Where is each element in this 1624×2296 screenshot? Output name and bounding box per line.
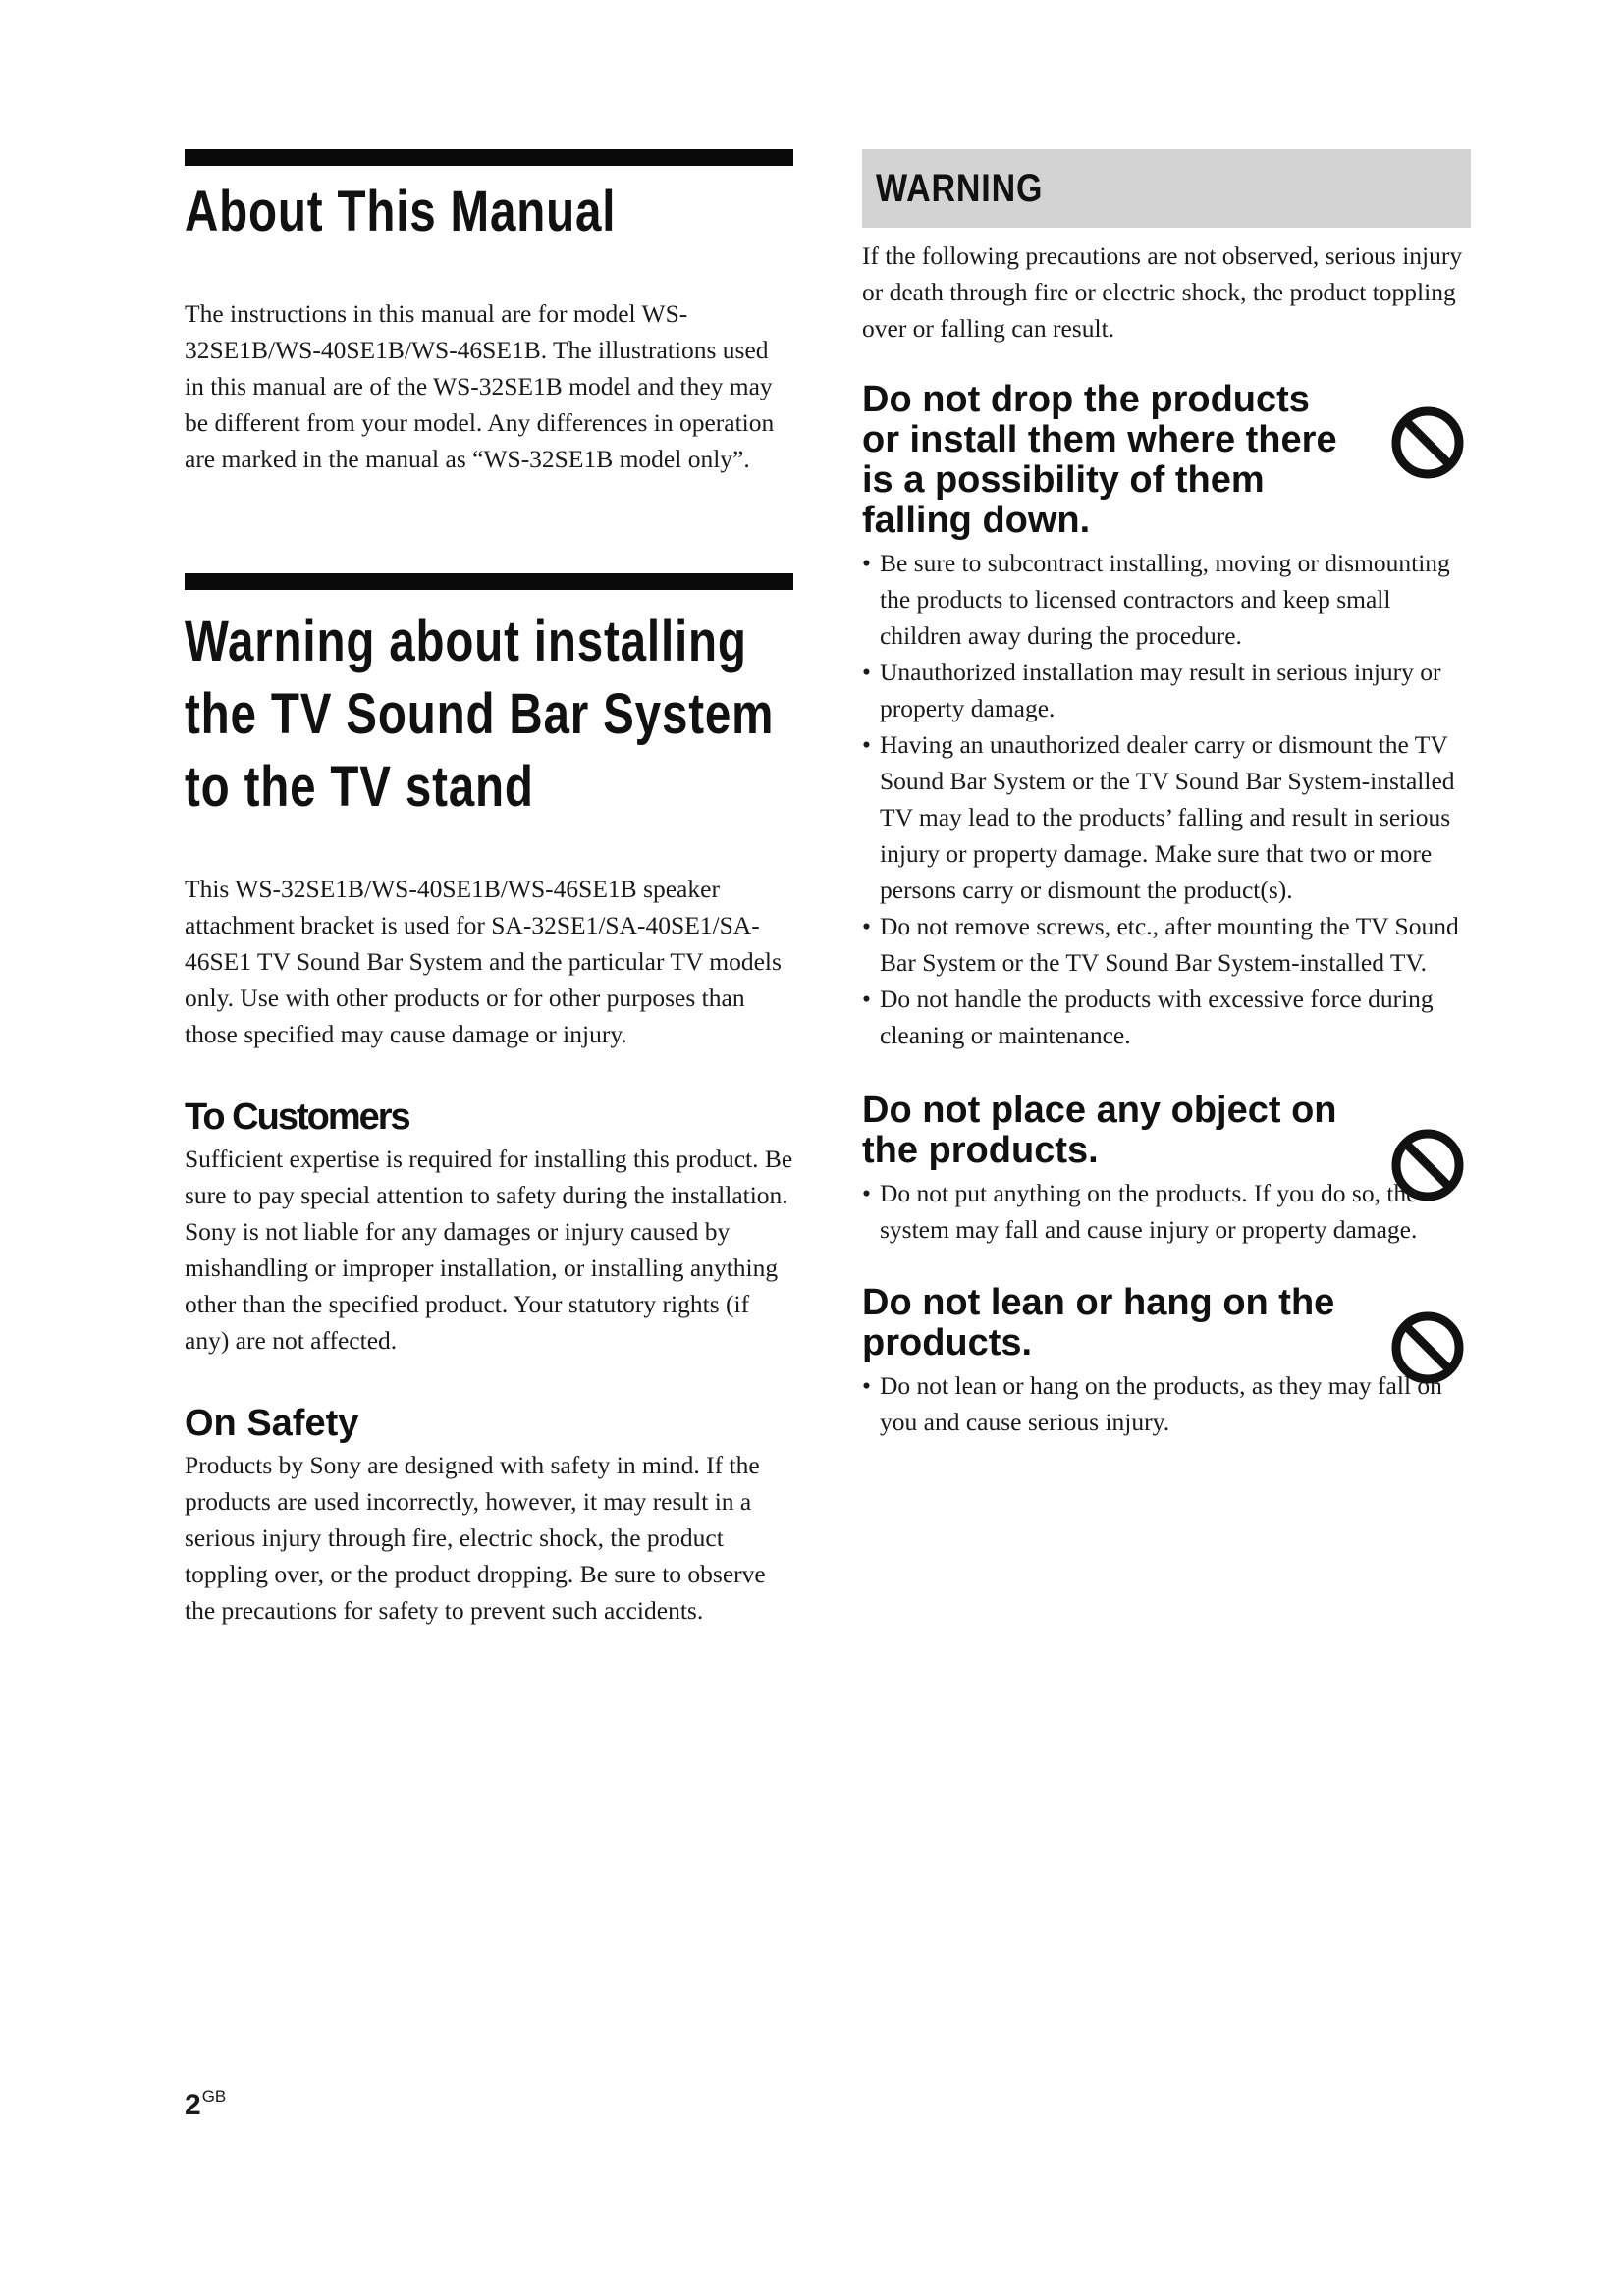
customers-body: Sufficient expertise is required for installing this product. Be sure to pay special attention to safety during the installation. Sony is not liable for any damages or injury caused by mishandling or improper installation, or installing anything other than the specified product. Your statutory rights (if any) are not affected. xyxy=(185,1145,793,1355)
list-item: • Having an unauthorized dealer carry or dismount the TV Sound Bar System or the TV Sound Bar System-installed TV may lead to the products’ falling and result in serious injury or property damage. Make sure that two or more persons carry or dismount the product(s). xyxy=(862,726,1471,908)
warning-item-heading: Do not drop the products or install them where there is a possibility of them falling down. xyxy=(862,379,1337,541)
section-rule xyxy=(185,573,793,590)
about-title: About This Manual xyxy=(185,180,617,243)
install-warning-title: Warning about installing the TV Sound Bar System to the TV stand xyxy=(185,610,775,819)
safety-body: Products by Sony are designed with safety in mind. If the products are used incorrectly, however, it may result in a serious injury through fire, electric shock, the product toppling over, or the product dropping. Be sure to observe the precautions for safety to prevent such accidents. xyxy=(185,1451,766,1625)
warning-item-bullets xyxy=(862,1367,1471,1440)
warning-intro: If the following precautions are not observed, serious injury or death through fire or electric shock, the product toppling over or falling can result. xyxy=(862,241,1463,343)
left-column xyxy=(185,149,793,1629)
warning-label: WARNING xyxy=(876,166,1044,210)
list-item: • Do not handle the products with excessive force during cleaning or maintenance. xyxy=(862,981,1471,1053)
safety-heading: On Safety xyxy=(185,1403,359,1444)
list-item: • Be sure to subcontract installing, moving or dismounting the products to licensed contractors and keep small children away during the procedure. xyxy=(862,545,1471,654)
warning-item-bullets xyxy=(862,1175,1471,1248)
page-number-suffix: GB xyxy=(201,2087,227,2106)
list-item: • Unauthorized installation may result in serious injury or property damage. xyxy=(862,654,1471,726)
warning-item-heading: Do not place any object on the products. xyxy=(862,1090,1337,1171)
list-item: • Do not lean or hang on the products, as they may fall on you and cause serious injury. xyxy=(862,1367,1471,1440)
warning-banner xyxy=(862,149,1471,228)
warning-item-bullets xyxy=(862,545,1471,1053)
prohibition-icon xyxy=(1388,403,1467,482)
install-warning-section xyxy=(185,573,793,1052)
customers-heading: To Customers xyxy=(185,1096,409,1138)
warning-item-heading: Do not lean or hang on the products. xyxy=(862,1282,1335,1363)
section-rule xyxy=(185,149,793,166)
install-warning-body: This WS-32SE1B/WS-40SE1B/WS-46SE1B speaker attachment bracket is used for SA-32SE1/SA-40SE1/SA-46SE1 TV Sound Bar System and the particular TV models only. Use with other products or for other purposes than those specified may cause damage or injury. xyxy=(185,875,782,1048)
page-number xyxy=(185,2089,226,2122)
warning-item-lean xyxy=(862,1283,1471,1440)
about-body: The instructions in this manual are for model WS-32SE1B/WS-40SE1B/WS-46SE1B. The illustrations used in this manual are of the WS-32SE1B model and they may be different from your model. Any differences in operation are marked in the manual as “WS-32SE1B model only”. xyxy=(185,299,775,473)
list-item: • Do not put anything on the products. If you do so, the system may fall and cause injury or property damage. xyxy=(862,1175,1471,1248)
list-item: • Do not remove screws, etc., after mounting the TV Sound Bar System or the TV Sound Bar System-installed TV. xyxy=(862,908,1471,981)
right-column xyxy=(862,149,1471,1440)
warning-item-drop xyxy=(862,380,1471,1053)
page-number-value: 2 xyxy=(185,2089,201,2121)
warning-item-place xyxy=(862,1091,1471,1248)
